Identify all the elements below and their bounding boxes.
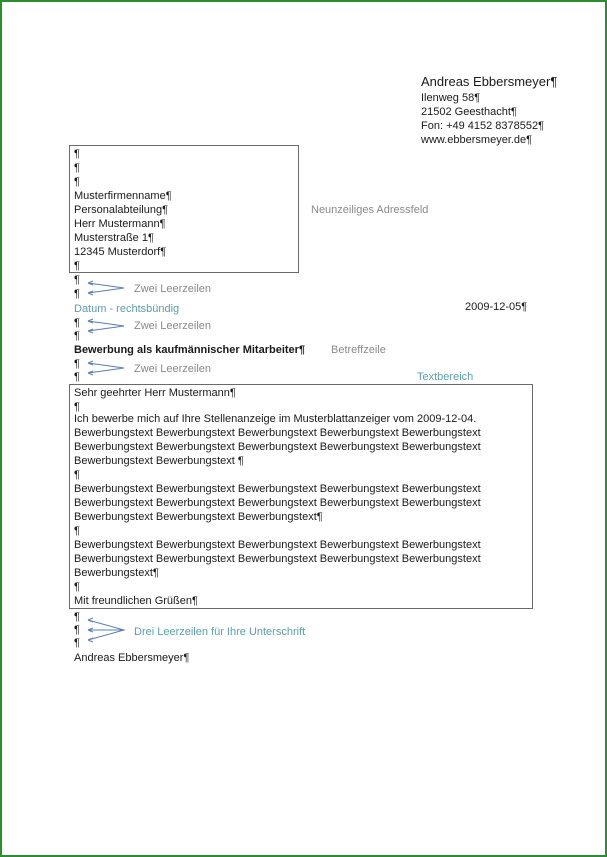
address-company: Musterfirmenname¶ [74,190,172,202]
address-line: ¶ [74,162,80,174]
address-line: ¶ [74,260,80,272]
gap-annotation: Zwei Leerzeilen [134,283,212,295]
body-line: Ich bewerbe mich auf Ihre Stellenanzeige im Musterblattanzeiger vom 2009-12-04. [74,413,477,425]
closing-phrase: Mit freundlichen Grüßen¶ [74,595,198,607]
sender-name: Andreas Ebbersmeyer¶ [421,74,558,89]
sender-street: Ilenweg 58¶ [421,92,481,104]
bracket-arrow-icon [84,360,130,376]
gap-annotation: Zwei Leerzeilen [134,363,212,375]
subject-line: Bewerbung als kaufmännischer Mitarbeiter¶ [74,344,306,356]
bracket-arrow-icon [84,318,130,334]
bracket-arrow-icon [84,280,130,296]
date-value: 2009-12-05¶ [465,301,528,313]
signature-annotation: Drei Leerzeilen für Ihre Unterschrift [134,626,306,638]
address-city: 12345 Musterdorf¶ [74,246,167,258]
body-line: Bewerbungstext Bewerbungstext Bewerbungstext Bewerbungstext Bewerbungstext [74,483,481,495]
body-line: Bewerbungstext¶ [74,567,159,579]
paragraph-mark: ¶ [74,624,80,636]
paragraph-mark: ¶ [74,358,80,370]
paragraph-mark: ¶ [74,274,80,286]
address-street: Musterstraße 1¶ [74,232,154,244]
body-line: Bewerbungstext Bewerbungstext Bewerbungstext¶ [74,511,323,523]
bracket-arrow-icon [84,617,130,643]
paragraph-mark: ¶ [74,330,80,342]
sender-city: 21502 Geesthacht¶ [421,106,517,118]
paragraph-mark: ¶ [74,637,80,649]
closing-name: Andreas Ebbersmeyer¶ [74,652,190,664]
body-line: Bewerbungstext Bewerbungstext Bewerbungstext Bewerbungstext Bewerbungstext [74,497,481,509]
sender-phone: Fon: +49 4152 8378552¶ [421,120,545,132]
body-line: Bewerbungstext Bewerbungstext Bewerbungstext Bewerbungstext Bewerbungstext [74,441,481,453]
paragraph-mark: ¶ [74,611,80,623]
body-annotation: Textbereich [417,371,474,383]
salutation: Sehr geehrter Herr Mustermann¶ [74,387,236,399]
paragraph-mark: ¶ [74,288,80,300]
address-line: ¶ [74,148,80,160]
paragraph-mark: ¶ [74,371,80,383]
address-line: ¶ [74,176,80,188]
body-line: Bewerbungstext Bewerbungstext Bewerbungstext Bewerbungstext Bewerbungstext [74,553,481,565]
address-department: Personalabteilung¶ [74,204,168,216]
body-line: Bewerbungstext Bewerbungstext ¶ [74,455,244,467]
body-line: Bewerbungstext Bewerbungstext Bewerbungstext Bewerbungstext Bewerbungstext [74,427,481,439]
subject-annotation: Betreffzeile [331,344,386,356]
address-annotation: Neunzeiliges Adressfeld [311,204,429,216]
date-annotation: Datum - rechtsbündig [74,303,180,315]
paragraph-mark: ¶ [74,581,80,593]
paragraph-mark: ¶ [74,469,80,481]
sender-web: www.ebbersmeyer.de¶ [421,134,533,146]
paragraph-mark: ¶ [74,317,80,329]
paragraph-mark: ¶ [74,401,80,413]
gap-annotation: Zwei Leerzeilen [134,320,212,332]
paragraph-mark: ¶ [74,525,80,537]
body-line: Bewerbungstext Bewerbungstext Bewerbungstext Bewerbungstext Bewerbungstext [74,539,481,551]
address-recipient: Herr Mustermann¶ [74,218,166,230]
